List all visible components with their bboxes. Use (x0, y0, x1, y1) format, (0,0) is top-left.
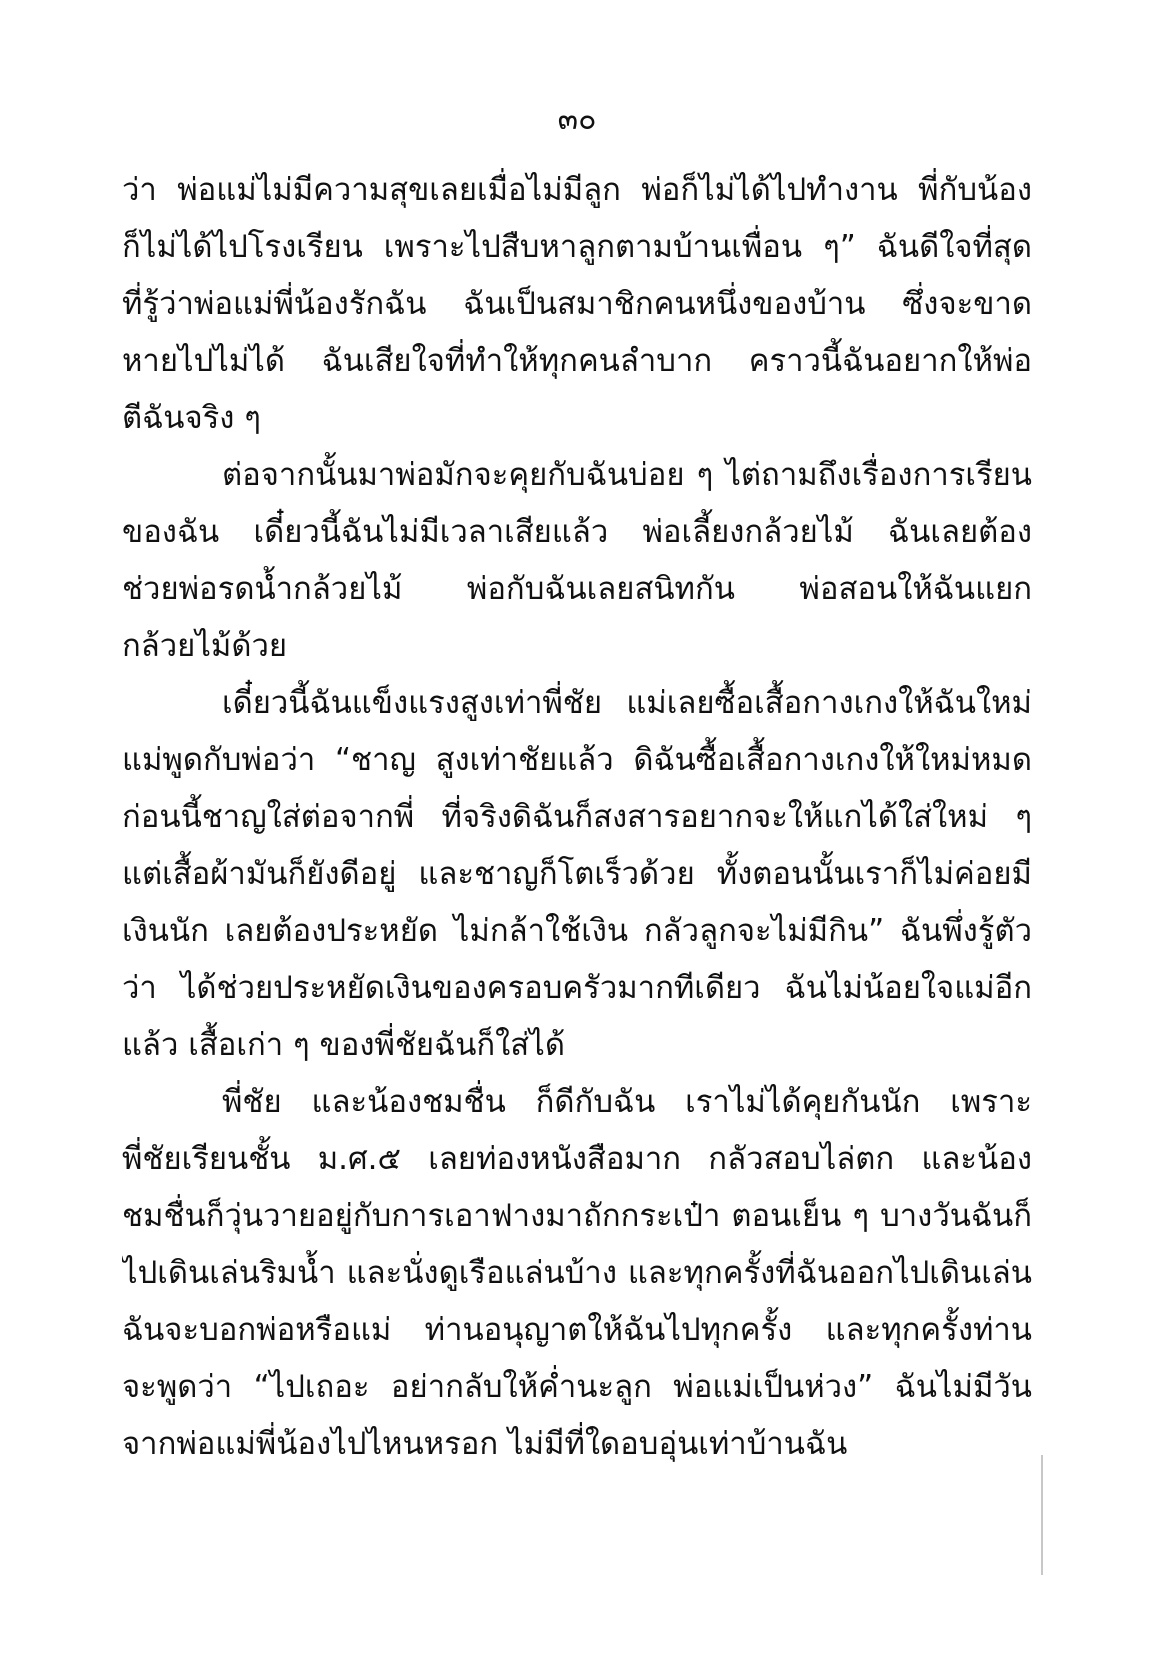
text-line: ชมชื่นก็วุ่นวายอยู่กับการเอาฟางมาถักกระเป๋า ตอนเย็น ๆ บางวันฉันก็ (122, 1198, 1032, 1234)
text-line: แต่เสื้อผ้ามันก็ยังดีอยู่ และชาญก็โตเร็วด้วย ทั้งตอนนั้นเราก็ไม่ค่อยมี (122, 856, 1032, 892)
text-line: ก่อนนี้ชาญใส่ต่อจากพี่ ที่จริงดิฉันก็สงสารอยากจะให้แกได้ใส่ใหม่ ๆ (122, 799, 1032, 835)
text-line: กล้วยไม้ด้วย (122, 628, 288, 664)
text-line: หายไปไม่ได้ ฉันเสียใจที่ทำให้ทุกคนลำบาก คราวนี้ฉันอยากให้พ่อ (122, 343, 1032, 379)
text-line: ก็ไม่ได้ไปโรงเรียน เพราะไปสืบหาลูกตามบ้านเพื่อน ๆ” ฉันดีใจที่สุด (122, 229, 1032, 265)
text-line: จากพ่อแม่พี่น้องไปไหนหรอก ไม่มีที่ใดอบอุ่นเท่าบ้านฉัน (122, 1426, 848, 1462)
body-text (122, 162, 1032, 1473)
paragraph-first-line: พี่ชัย และน้องชมชื่น ก็ดีกับฉัน เราไม่ได้คุยกันนัก เพราะ (222, 1084, 1032, 1120)
text-line: จะพูดว่า “ไปเถอะ อย่ากลับให้ค่ำนะลูก พ่อแม่เป็นห่วง” ฉันไม่มีวัน (122, 1369, 1032, 1405)
text-line: พี่ชัยเรียนชั้น ม.ศ.๕ เลยท่องหนังสือมาก กลัวสอบไล่ตก และน้อง (122, 1141, 1032, 1177)
text-line: เงินนัก เลยต้องประหยัด ไม่กล้าใช้เงิน กลัวลูกจะไม่มีกิน” ฉันพึ่งรู้ตัว (122, 913, 1032, 949)
text-line: ว่า ได้ช่วยประหยัดเงินของครอบครัวมากทีเดียว ฉันไม่น้อยใจแม่อีก (122, 970, 1032, 1006)
text-line: ช่วยพ่อรดน้ำกล้วยไม้ พ่อกับฉันเลยสนิทกัน พ่อสอนให้ฉันแยก (122, 571, 1032, 607)
text-line: แม่พูดกับพ่อว่า “ชาญ สูงเท่าชัยแล้ว ดิฉันซื้อเสื้อกางเกงให้ใหม่หมด (122, 742, 1032, 778)
text-line: ไปเดินเล่นริมน้ำ และนั่งดูเรือแล่นบ้าง และทุกครั้งที่ฉันออกไปเดินเล่น (122, 1255, 1032, 1291)
text-line: แล้ว เสื้อเก่า ๆ ของพี่ชัยฉันก็ใส่ได้ (122, 1027, 565, 1063)
text-line: ฉันจะบอกพ่อหรือแม่ ท่านอนุญาตให้ฉันไปทุกครั้ง และทุกครั้งท่าน (122, 1312, 1032, 1348)
page-number: ๓๐ (557, 102, 597, 137)
text-line: ว่า พ่อแม่ไม่มีความสุขเลยเมื่อไม่มีลูก พ่อก็ไม่ได้ไปทำงาน พี่กับน้อง (122, 172, 1032, 208)
text-line: ที่รู้ว่าพ่อแม่พี่น้องรักฉัน ฉันเป็นสมาชิกคนหนึ่งของบ้าน ซึ่งจะขาด (122, 286, 1032, 322)
text-line: ตีฉันจริง ๆ (122, 400, 261, 436)
paragraph-first-line: เดี๋ยวนี้ฉันแข็งแรงสูงเท่าพี่ชัย แม่เลยซื้อเสื้อกางเกงให้ฉันใหม่ (222, 685, 1032, 721)
scan-edge-line (1041, 1455, 1043, 1575)
paragraph-first-line: ต่อจากนั้นมาพ่อมักจะคุยกับฉันบ่อย ๆ ไต่ถามถึงเรื่องการเรียน (222, 457, 1032, 493)
text-line: ของฉัน เดี๋ยวนี้ฉันไม่มีเวลาเสียแล้ว พ่อเลี้ยงกล้วยไม้ ฉันเลยต้อง (122, 514, 1032, 550)
